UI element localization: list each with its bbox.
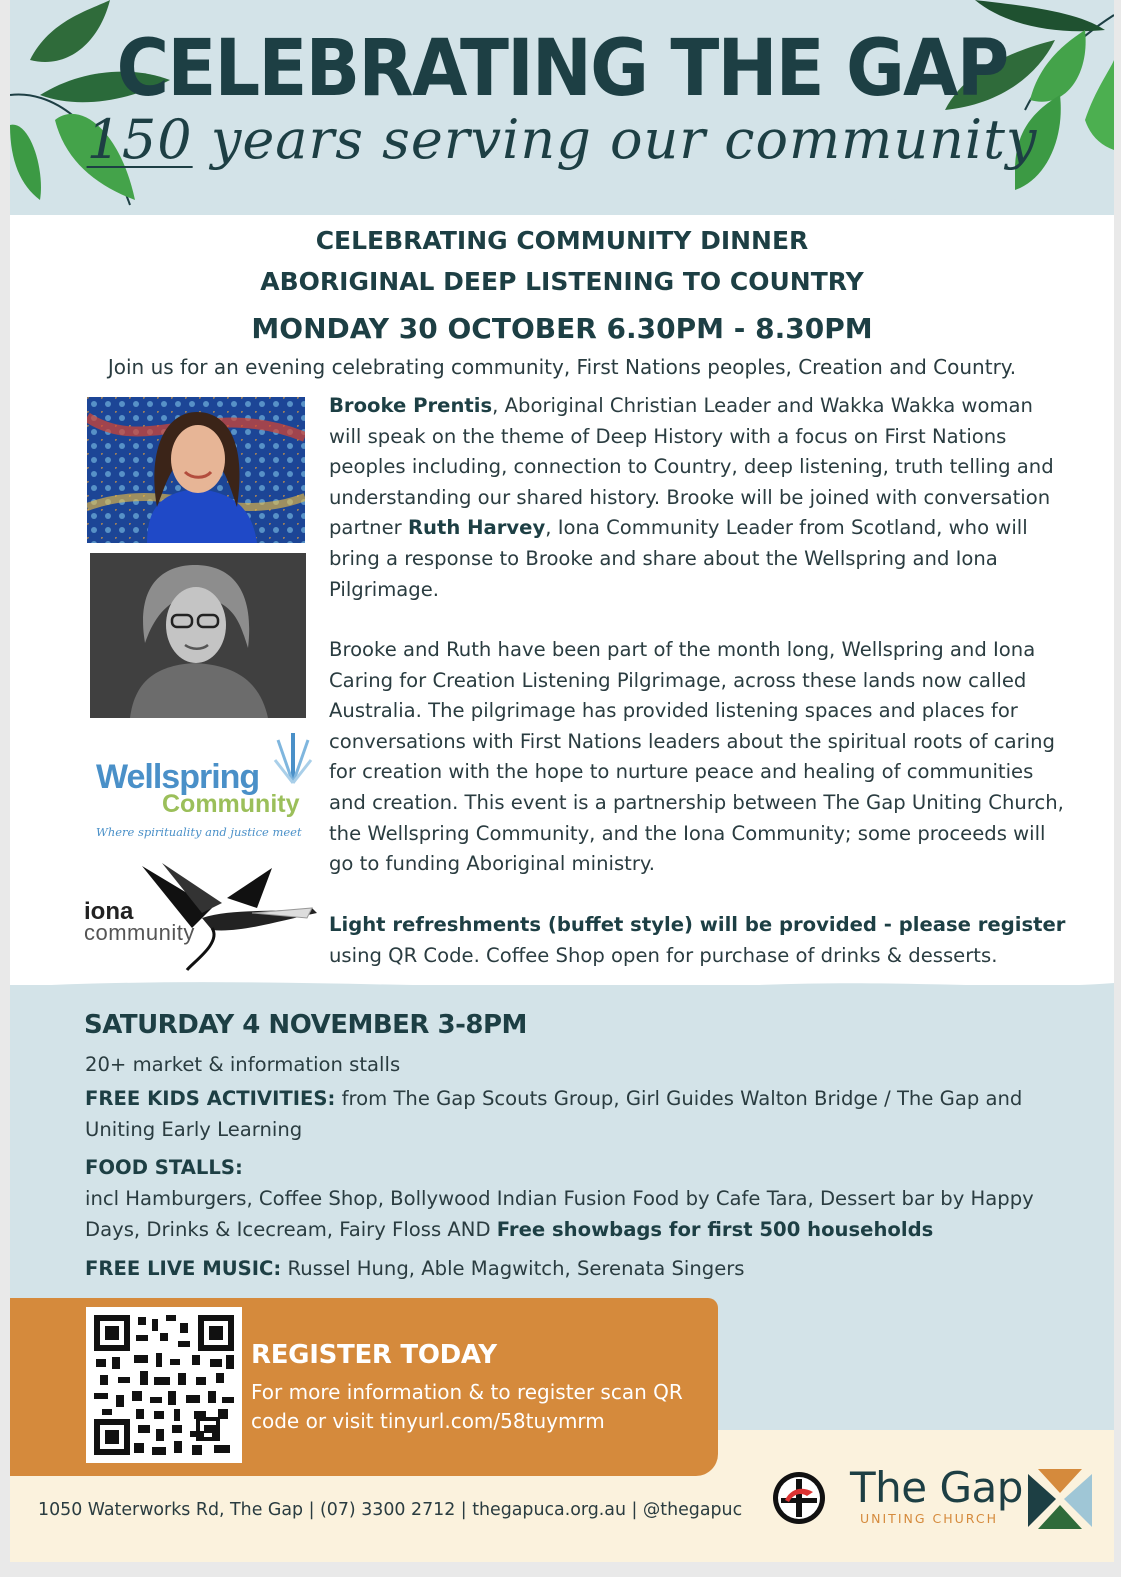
food-stalls-line xyxy=(85,1184,1075,1245)
refreshments-text: using QR Code. Coffee Shop open for purchase of drinks & desserts. xyxy=(329,943,998,967)
register-text: For more information & to register scan QR code or visit tinyurl.com/58tuymrm xyxy=(251,1380,683,1433)
kids-activities-text: from The Gap Scouts Group, Girl Guides Walton Bridge / The Gap and Uniting Early Learning xyxy=(85,1087,1023,1141)
subtitle-rest: years serving our community xyxy=(192,108,1038,171)
live-music-label: FREE LIVE MUSIC: xyxy=(85,1257,282,1280)
refreshments-paragraph xyxy=(329,910,1071,971)
wellspring-community: Community xyxy=(162,790,300,818)
uniting-church-emblem-icon xyxy=(771,1470,827,1526)
subtitle-years: 150 xyxy=(86,108,193,171)
speakers-paragraph xyxy=(329,391,1071,605)
kids-activities-line xyxy=(85,1084,1075,1145)
uniting-church-label: UNITING CHURCH xyxy=(860,1511,998,1526)
speaker-name-ruth: Ruth Harvey xyxy=(407,516,546,540)
food-stalls-label-text: FOOD STALLS: xyxy=(85,1156,243,1179)
wellspring-burst-icon xyxy=(273,728,313,788)
refreshments-bold: Light refreshments (buffet style) will be provided - please register xyxy=(329,913,1066,936)
speaker-name-brooke: Brooke Prentis xyxy=(329,394,493,417)
register-qr-code[interactable] xyxy=(86,1307,242,1463)
the-gap-brand: The Gap xyxy=(850,1463,1023,1512)
kids-activities-label: FREE KIDS ACTIVITIES: xyxy=(85,1087,336,1110)
pilgrimage-paragraph: Brooke and Ruth have been part of the month long, Wellspring and Iona Caring for Creation Listening Pilgrimage, across these lands now called Australia. The pilgrimage has provided listening spaces and places for conversations with First Nations leaders about the spiritual roots of caring for creation with the hope to nurture peace and healing of communities and creation. This event is a partnership between The Gap Uniting Church, the Wellspring Community, and the Iona Community; some proceeds will go to funding Aboriginal ministry. xyxy=(329,638,1064,876)
free-showbags-text: Free showbags for first 500 households xyxy=(496,1217,934,1241)
food-stalls-text: incl Hamburgers, Coffee Shop, Bollywood Indian Fusion Food by Cafe Tara, Dessert bar by Happy Days, Drinks & Icecream, Fairy Floss AND xyxy=(85,1187,1034,1241)
register-title: REGISTER TODAY xyxy=(251,1340,497,1370)
event-poster xyxy=(10,0,1114,1562)
market-stalls-line: 20+ market & information stalls xyxy=(85,1053,401,1076)
wellspring-name: Wellspring xyxy=(96,758,260,796)
dinner-subheading: ABORIGINAL DEEP LISTENING TO COUNTRY xyxy=(260,267,864,296)
dinner-date: MONDAY 30 OCTOBER 6.30PM - 8.30PM xyxy=(251,312,873,345)
poster-subtitle xyxy=(10,108,1114,171)
iona-community-logo xyxy=(82,858,322,973)
dinner-heading: CELEBRATING COMMUNITY DINNER xyxy=(315,226,809,255)
iona-birds-icon xyxy=(132,858,322,973)
food-stalls-label xyxy=(85,1153,1075,1184)
iona-name: iona xyxy=(84,898,134,925)
poster-title: CELEBRATING THE GAP xyxy=(116,24,1008,114)
iona-community: community xyxy=(84,920,195,945)
footer-contact: 1050 Waterworks Rd, The Gap | (07) 3300 2712 | thegapuca.org.au | @thegapuc xyxy=(38,1500,743,1520)
the-gap-mark-icon xyxy=(1028,1469,1092,1529)
live-music-text: Russel Hung, Able Magwitch, Serenata Singers xyxy=(281,1257,745,1280)
dinner-intro: Join us for an evening celebrating community, First Nations peoples, Creation and Country. xyxy=(107,355,1017,379)
speakers-text-2: , Iona Community Leader from Scotland, who will bring a response to Brooke and share about the Wellspring and Iona Pilgrimage. xyxy=(329,516,1028,601)
live-music-line xyxy=(85,1254,1075,1285)
wellspring-logo xyxy=(88,728,318,843)
wellspring-tagline: Where spirituality and justice meet xyxy=(96,825,302,839)
brooke-prentis-photo xyxy=(87,397,305,543)
saturday-heading: SATURDAY 4 NOVEMBER 3-8PM xyxy=(84,1010,527,1040)
ruth-harvey-photo xyxy=(90,553,306,718)
speakers-text-1: , Aboriginal Christian Leader and Wakka Wakka woman will speak on the theme of Deep History with a focus on First Nations peoples including, connection to Country, deep listening, truth telling and understanding our shared history. Brooke will be joined with conversation partner xyxy=(329,394,1054,540)
